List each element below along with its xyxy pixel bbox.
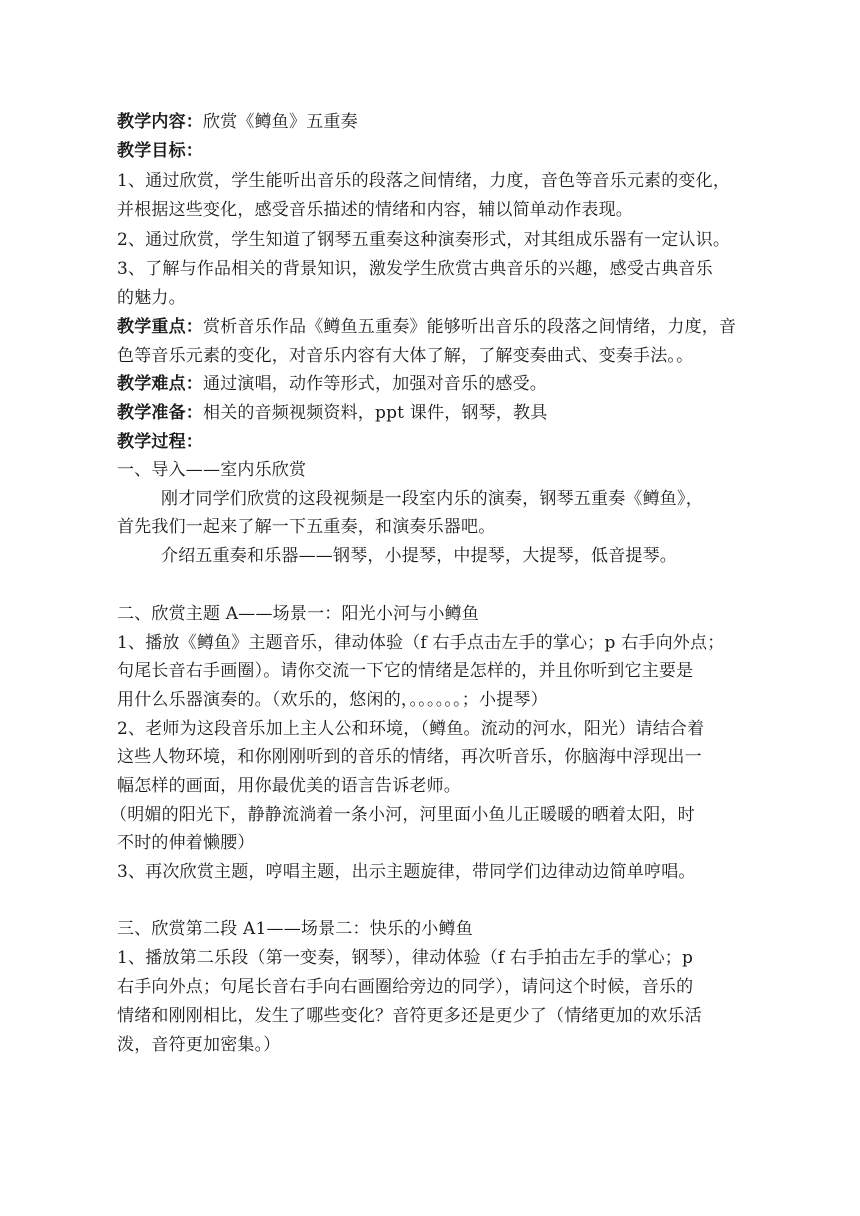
goal-line: 并根据这些变化，感受音乐描述的情绪和内容，辅以简单动作表现。 [117, 200, 633, 220]
preparation-line [117, 402, 547, 424]
paragraph-line: 用什么乐器演奏的。（欢乐的，悠闲的，。。。。。。；小提琴） [117, 690, 548, 710]
paragraph-line: 2、老师为这段音乐加上主人公和环境，（鳟鱼。流动的河水，阳光）请结合着 [117, 719, 705, 739]
section-title: 一、导入——室内乐欣赏 [117, 460, 307, 480]
content-line [117, 111, 358, 133]
goal-line: 的魅力。 [117, 288, 186, 308]
preparation-label: 教学准备： [117, 403, 203, 423]
paragraph-line: 介绍五重奏和乐器——钢琴，小提琴，中提琴，大提琴，低音提琴。 [161, 546, 677, 566]
paragraph-line: 这些人物环境，和你刚刚听到的音乐的情绪，再次听音乐，你脑海中浮现出一 [117, 747, 702, 767]
key-points-line [117, 316, 736, 338]
section-title: 三、欣赏第二段 A1——场景二：快乐的小鳟鱼 [117, 919, 473, 939]
goal-line: 1、通过欣赏，学生能听出音乐的段落之间情绪，力度，音色等音乐元素的变化， [117, 171, 731, 191]
paragraph-line: 句尾长音右手画圈）。请你交流一下它的情绪是怎样的，并且你听到它主要是 [117, 661, 694, 681]
key-points-line: 色等音乐元素的变化，对音乐内容有大体了解，了解变奏曲式、变奏手法。。 [117, 346, 694, 366]
section-title: 二、欣赏主题 A——场景一：阳光小河与小鳟鱼 [117, 604, 480, 624]
preparation-text: 相关的音频视频资料，ppt 课件，钢琴，教具 [203, 403, 548, 423]
goals-heading: 教学目标： [117, 141, 203, 161]
difficulty-label: 教学难点： [117, 374, 203, 394]
paragraph-line: 1、播放第二乐段（第一变奏，钢琴），律动体验（f 右手拍击左手的掌心；p [117, 948, 694, 968]
difficulty-line [117, 373, 547, 395]
goal-line: 2、通过欣赏，学生知道了钢琴五重奏这种演奏形式，对其组成乐器有一定认识。 [117, 230, 731, 250]
paragraph-line: 情绪和刚刚相比，发生了哪些变化？音符更多还是更少了（情绪更加的欢乐活 [117, 1006, 702, 1026]
difficulty-text: 通过演唱，动作等形式，加强对音乐的感受。 [203, 374, 547, 394]
goal-line: 3、了解与作品相关的背景知识，激发学生欣赏古典音乐的兴趣，感受古典音乐 [117, 259, 713, 279]
process-heading: 教学过程： [117, 432, 203, 452]
paragraph-line: 3、再次欣赏主题，哼唱主题，出示主题旋律，带同学们边律动边简单哼唱。 [117, 862, 696, 882]
paragraph-line: 刚才同学们欣赏的这段视频是一段室内乐的演奏，钢琴五重奏《鳟鱼》， [161, 489, 703, 509]
paragraph-line: 泼，音符更加密集。） [117, 1035, 281, 1055]
paragraph-line: 1、播放《鳟鱼》主题音乐，律动体验（f 右手点击左手的掌心；p 右手向外点； [117, 633, 725, 653]
content-label: 教学内容： [117, 112, 203, 132]
key-points-label: 教学重点： [117, 317, 203, 337]
paragraph-line: （明媚的阳光下，静静流淌着一条小河，河里面小鱼儿正暖暖的晒着太阳，时 [110, 805, 695, 825]
paragraph-line: 右手向外点；句尾长音右手向右画圈给旁边的同学），请问这个时候，音乐的 [117, 977, 694, 997]
paragraph-line: 不时的伸着懒腰） [117, 833, 255, 853]
paragraph-line: 幅怎样的画面，用你最优美的语言告诉老师。 [117, 776, 461, 796]
key-points-text: 赏析音乐作品《鳟鱼五重奏》能够听出音乐的段落之间情绪，力度，音 [203, 317, 737, 337]
content-value: 欣赏《鳟鱼》五重奏 [203, 112, 358, 132]
paragraph-line: 首先我们一起来了解一下五重奏，和演奏乐器吧。 [117, 517, 496, 537]
